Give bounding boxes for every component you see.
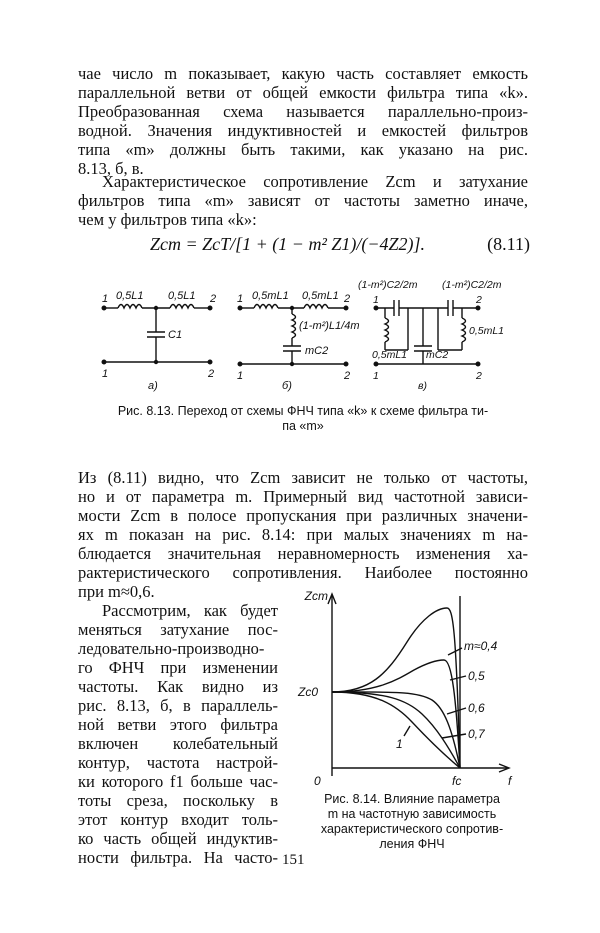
- caption-line: ления ФНЧ: [379, 837, 445, 851]
- circuit-b: [238, 305, 348, 366]
- terminal-icon: [102, 306, 106, 310]
- caption-line: m на частотную зависимость: [327, 807, 497, 821]
- terminal-icon: [344, 362, 348, 366]
- curve-label: 0,7: [468, 727, 485, 741]
- equation-text: Zcm = ZcT/[1 + (1 − m² Z1)/(−4Z2)].: [150, 234, 426, 254]
- paragraph4-line: ной ветви этого фильтра: [78, 715, 278, 734]
- node-label: 1: [373, 370, 379, 382]
- terminal-icon: [476, 362, 480, 366]
- component-label: C1: [168, 329, 183, 341]
- paragraph1-line: 8.13, б, в.: [78, 159, 144, 178]
- node-label: 2: [344, 370, 351, 382]
- inductor-icon: [170, 305, 194, 309]
- inductor-icon: [304, 305, 328, 309]
- equation-number: (8.11): [487, 234, 530, 254]
- x-axis-label: f: [508, 774, 512, 788]
- terminal-icon: [374, 362, 378, 366]
- paragraph4-line: ко часть общей индуктив-: [78, 829, 278, 848]
- paragraph4-line: ности фильтра. На часто-: [78, 848, 278, 867]
- paragraph4-line: частоты. Как видно из: [78, 677, 278, 696]
- circuit-label: в): [418, 380, 427, 392]
- y-axis-label: Zcm: [304, 589, 328, 603]
- paragraph4-line: контур, частота настрой-: [78, 753, 278, 772]
- component-label: 0,5mL1: [302, 290, 339, 302]
- figure-8-13-caption: [78, 404, 528, 434]
- node-label: 1: [102, 368, 109, 380]
- inductor-icon: [292, 314, 296, 338]
- inductor-icon: [462, 318, 466, 342]
- figure-8-13: [0, 272, 600, 402]
- terminal-icon: [102, 360, 106, 364]
- curve-label: 1: [396, 737, 403, 751]
- caption-line: па «m»: [282, 419, 324, 433]
- terminal-icon: [238, 362, 242, 366]
- inductor-icon: [254, 305, 278, 309]
- paragraph1-line: Преобразованная схема называется параллельно-произ-: [78, 102, 528, 121]
- node-label: 2: [210, 293, 217, 305]
- curve-m-0-6: [332, 692, 460, 768]
- component-label: (1-m²)C2/2m: [358, 279, 418, 291]
- node-label: 1: [373, 294, 379, 306]
- node-label: 2: [208, 368, 215, 380]
- origin-label: 0: [314, 774, 321, 788]
- terminal-icon: [344, 306, 348, 310]
- paragraph2-line: чем у фильтров типа «k»:: [78, 210, 257, 229]
- paragraph4-line: этот контур входит толь-: [78, 810, 278, 829]
- component-label: 0,5L1: [168, 290, 196, 302]
- paragraph3-line: при m≈0,6.: [78, 582, 155, 601]
- paragraph4-line: ледовательно-производно-: [78, 639, 265, 658]
- paragraph4-line: го ФНЧ при изменении: [78, 658, 278, 677]
- paragraph4-line: тоты среза, поскольку в: [78, 791, 278, 810]
- curve-label: m≈0,4: [464, 639, 498, 653]
- paragraph4-line: рис. 8.13, б, в параллель-: [78, 696, 278, 715]
- caption-line: Рис. 8.13. Переход от схемы ФНЧ типа «k» к схеме фильтра ти-: [117, 404, 489, 418]
- paragraph2-line: фильтров типа «m» зависят от частоты заметно иначе,: [78, 191, 528, 210]
- paragraph1-line: чае число m показывает, какую часть составляет емкость: [78, 64, 528, 83]
- component-label: (1-m²)C2/2m: [442, 279, 502, 291]
- component-label: 0,5mL1: [469, 325, 505, 337]
- component-label: (1-m²)L1/4m: [299, 320, 360, 332]
- circuit-a: [102, 305, 212, 364]
- node-label: 1: [237, 293, 244, 305]
- node-label: 1: [237, 370, 244, 382]
- paragraph4-line: ки которого f1 больше час-: [78, 772, 278, 791]
- curve-label: 0,6: [468, 701, 485, 715]
- circuit-label: б): [282, 380, 292, 392]
- curve-label: 0,5: [468, 669, 485, 683]
- paragraph3-line: мости Zcm в полосе пропускания при различных значени-: [78, 506, 528, 525]
- paragraph4-line: включен колебательный: [78, 734, 278, 753]
- paragraph1-line: параллельной ветви от общей емкости фильтра типа «k».: [78, 83, 528, 102]
- terminal-icon: [208, 360, 212, 364]
- x-tick-label: fc: [452, 774, 462, 788]
- paragraph3-line: но и от параметра m. Примерный вид частотной зависи-: [78, 487, 528, 506]
- node-label: 1: [102, 293, 109, 305]
- terminal-icon: [374, 306, 378, 310]
- paragraph4-line: Рассмотрим, как будет: [102, 601, 278, 620]
- caption-line: Рис. 8.14. Влияние параметра: [324, 792, 500, 806]
- inductor-icon: [118, 305, 142, 309]
- page-number: 151: [282, 852, 305, 868]
- paragraph1-line: типа «m» должны быть такими, как указано на рис.: [78, 140, 528, 159]
- curve-m-1: [332, 692, 460, 768]
- paragraph4-line: меняться затухание пос-: [78, 620, 278, 639]
- inductor-icon: [385, 318, 389, 342]
- component-label: 0,5mL1: [372, 349, 408, 361]
- equation-8-11: [150, 232, 530, 256]
- terminal-icon: [208, 306, 212, 310]
- paragraph3-line: рактеристического сопротивления. Наиболее постоянно: [78, 563, 528, 582]
- paragraph3-line: блюдается значительная неравномерность изменения ха-: [78, 544, 528, 563]
- terminal-icon: [238, 306, 242, 310]
- y-tick-label: Zc0: [298, 685, 319, 699]
- figure-8-14: [292, 588, 532, 788]
- terminal-icon: [476, 306, 480, 310]
- caption-line: характеристического сопротив-: [320, 822, 504, 836]
- node-label: 2: [344, 293, 351, 305]
- circuit-label: а): [148, 380, 158, 392]
- paragraph3-line: Из (8.11) видно, что Zcm зависит не только от частоты,: [78, 468, 528, 487]
- paragraph3-line: ях m показан на рис. 8.14: при малых значениях m на-: [78, 525, 528, 544]
- paragraph1-line: водной. Значения индуктивностей и емкостей фильтров: [78, 121, 528, 140]
- node-label: 2: [476, 294, 482, 306]
- curve-m-0-7: [332, 692, 460, 768]
- component-label: 0,5L1: [116, 290, 144, 302]
- component-label: 0,5mL1: [252, 290, 289, 302]
- paragraph2-line: Характеристическое сопротивление Zcm и затухание: [102, 172, 528, 191]
- figure-8-14-caption: [292, 792, 532, 852]
- component-label: mC2: [426, 349, 449, 361]
- component-label: mC2: [305, 345, 329, 357]
- node-label: 2: [476, 370, 482, 382]
